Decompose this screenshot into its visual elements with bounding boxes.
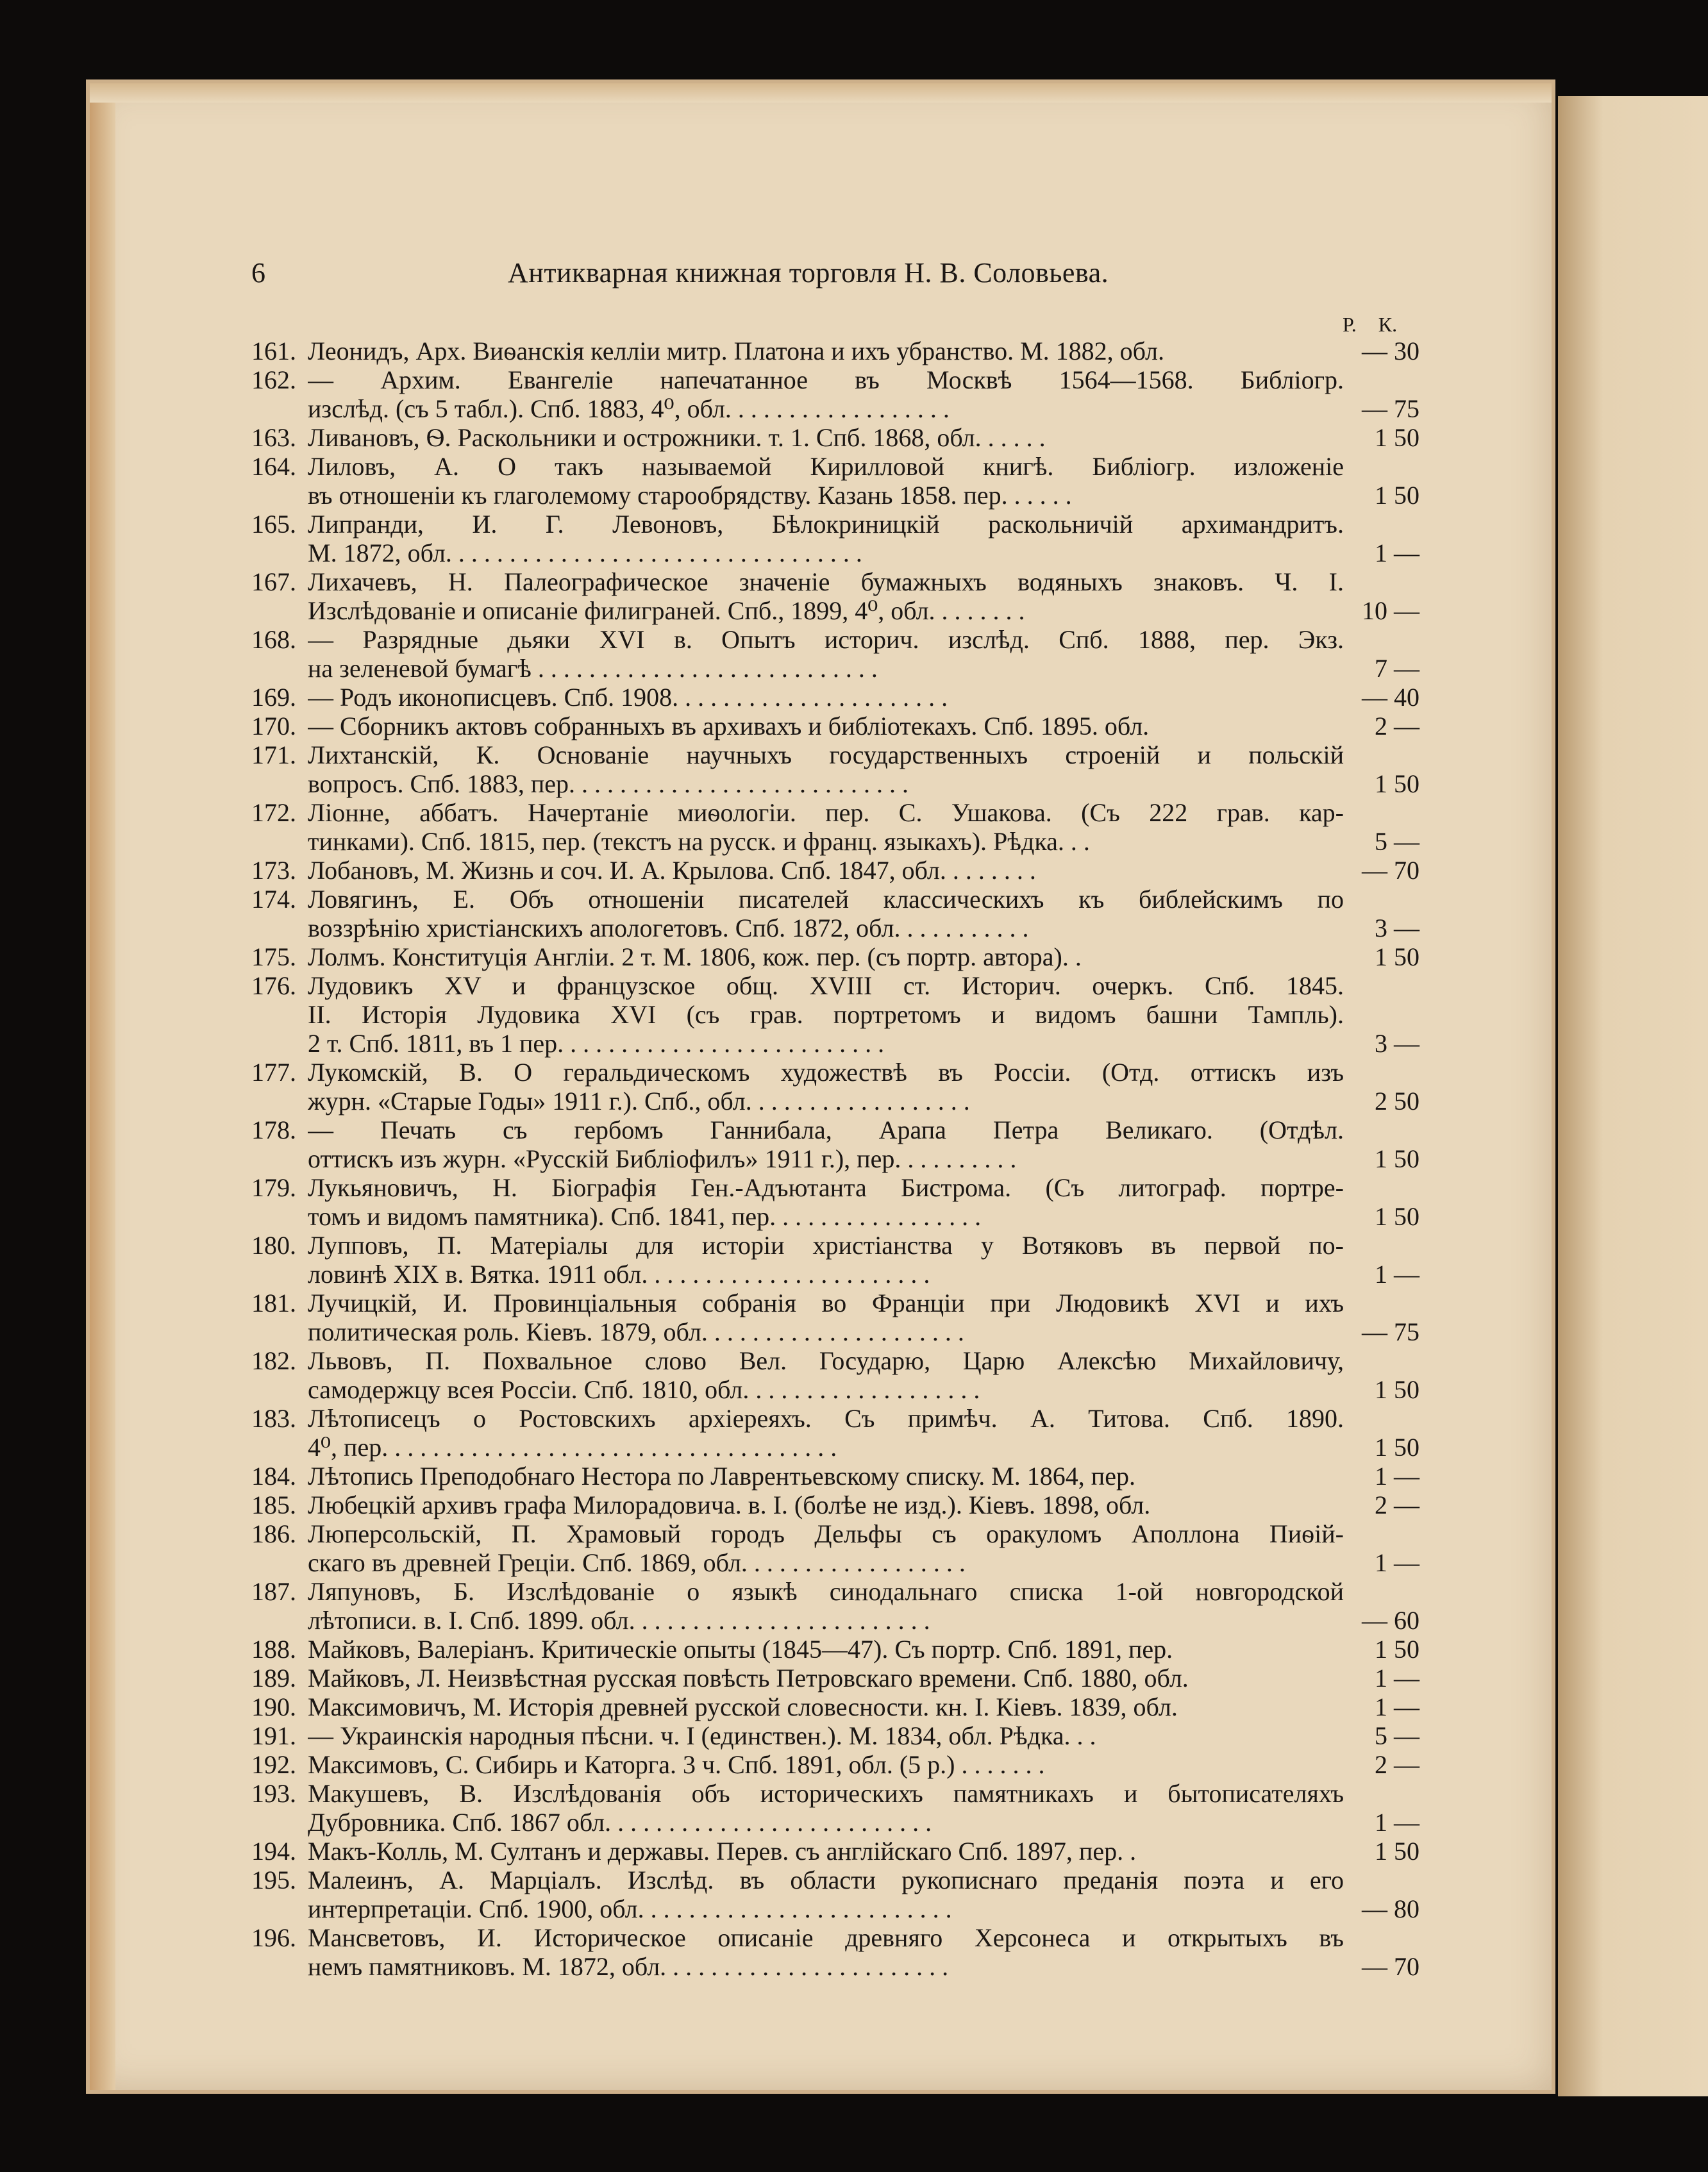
entry-line: 4⁰, пер. . . . . . . . . . . . . . . . . . . . . . . . . . . . . . . . . . . .: [308, 1433, 837, 1462]
entry-line: — Печать съ гербомъ Ганнибала, Арапа Петра Великаго. (Отдѣл.: [308, 1115, 1344, 1144]
entry-price: 3 —: [1375, 1029, 1419, 1058]
entry-number: 167.: [251, 567, 296, 596]
entry-line: Майковъ, Валеріанъ. Критическіе опыты (1845—47). Съ портр. Спб. 1891, пер.: [308, 1635, 1173, 1664]
entry-description: [308, 683, 1344, 712]
entry-line: лѣтописи. в. I. Спб. 1899. обл. . . . . . . . . . . . . . . . . . . . . . . .: [308, 1606, 930, 1635]
entry-number: 194.: [251, 1837, 296, 1866]
entry-price: 1 —: [1375, 539, 1419, 567]
entry-price: 1 —: [1375, 1664, 1419, 1692]
entry-line: Лукомскій, В. О геральдическомъ художествѣ въ Россіи. (Отд. оттискъ изъ: [308, 1058, 1344, 1087]
entry-line: журн. «Старые Годы» 1911 г.). Спб., обл. . . . . . . . . . . . . . . . . .: [308, 1087, 970, 1115]
entry-line: Лихачевъ, Н. Палеографическое значеніе бумажныхъ водяныхъ знаковъ. Ч. I.: [308, 567, 1344, 596]
entry-description: [308, 1058, 1344, 1115]
entry-line: вопросъ. Спб. 1883, пер. . . . . . . . . . . . . . . . . . . . . . . . . . .: [308, 769, 909, 798]
entry-line: немъ памятниковъ. М. 1872, обл. . . . . . . . . . . . . . . . . . . . . . .: [308, 1952, 949, 1981]
entry-price: 1 50: [1375, 1202, 1419, 1231]
entry-line: Мансветовъ, И. Историческое описаніе древняго Херсонеса и открытыхъ въ: [308, 1923, 1344, 1952]
entry-price: — 75: [1362, 394, 1419, 423]
entry-number: 179.: [251, 1173, 296, 1202]
entry-description: [308, 1664, 1344, 1692]
entry-line: — Архим. Евангеліе напечатанное въ Москвѣ 1564—1568. Библіогр.: [308, 365, 1344, 394]
entry-line: — Родъ иконописцевъ. Спб. 1908. . . . . . . . . . . . . . . . . . . . . .: [308, 683, 948, 712]
entry-line: Майковъ, Л. Неизвѣстная русская повѣсть Петровскаго времени. Спб. 1880, обл.: [308, 1664, 1189, 1692]
entry-number: 178.: [251, 1115, 296, 1144]
entry-number: 189.: [251, 1664, 296, 1692]
entry-number: 180.: [251, 1231, 296, 1260]
entry-price: — 70: [1362, 856, 1419, 885]
entry-line: скаго въ древней Греціи. Спб. 1869, обл. . . . . . . . . . . . . . . . . .: [308, 1548, 966, 1577]
catalog-entry: [251, 1231, 1418, 1289]
entry-price: 5 —: [1375, 827, 1419, 856]
entry-number: 190.: [251, 1692, 296, 1721]
catalog-entry: [251, 510, 1418, 567]
entry-price: — 75: [1362, 1317, 1419, 1346]
entry-description: [308, 1635, 1344, 1664]
entry-number: 184.: [251, 1462, 296, 1491]
entry-line: — Сборникъ актовъ собранныхъ въ архивахъ и библіотекахъ. Спб. 1895. обл.: [308, 712, 1150, 740]
entry-number: 182.: [251, 1346, 296, 1375]
catalog-entry: [251, 567, 1418, 625]
entry-price: 2 —: [1375, 1491, 1419, 1519]
entry-description: [308, 1289, 1344, 1346]
catalog-entry: [251, 1721, 1418, 1750]
catalog-entry: [251, 1173, 1418, 1231]
entry-description: [308, 1462, 1344, 1491]
catalog-entry: [251, 885, 1418, 942]
entry-description: [308, 971, 1344, 1058]
entry-line: Ловягинъ, Е. Объ отношеніи писателей классическихъ къ библейскимъ по: [308, 885, 1344, 914]
entry-description: [308, 856, 1344, 885]
entry-number: 191.: [251, 1721, 296, 1750]
entry-line: — Разрядные дьяки XVI в. Опытъ историч. изслѣд. Спб. 1888, пер. Экз.: [308, 625, 1344, 654]
entry-line: Максимовичъ, М. Исторія древней русской словесности. кн. I. Кіевъ. 1839, обл.: [308, 1692, 1178, 1721]
entry-number: 175.: [251, 942, 296, 971]
entry-description: [308, 1692, 1344, 1721]
currency-rubles: Р.: [1343, 313, 1357, 336]
entry-line: Макъ-Колль, М. Султанъ и державы. Перев. съ англійскаго Спб. 1897, пер. .: [308, 1837, 1137, 1866]
entry-number: 183.: [251, 1404, 296, 1433]
entry-line: Липранди, И. Г. Левоновъ, Бѣлокриницкій раскольничій архимандритъ.: [308, 510, 1344, 539]
entry-description: [308, 1519, 1344, 1577]
catalog-entry: [251, 1462, 1418, 1491]
entry-line: тинками). Спб. 1815, пер. (текстъ на русск. и франц. языкахъ). Рѣдка. . .: [308, 827, 1090, 856]
entry-line: Максимовъ, С. Сибирь и Каторга. 3 ч. Спб. 1891, обл. (5 р.) . . . . . . .: [308, 1750, 1045, 1779]
entry-description: [308, 1346, 1344, 1404]
entry-number: 193.: [251, 1779, 296, 1808]
entry-number: 174.: [251, 885, 296, 914]
catalog-entry: [251, 971, 1418, 1058]
entry-price: 2 —: [1375, 712, 1419, 740]
catalog-entry: [251, 1923, 1418, 1981]
entry-number: 196.: [251, 1923, 296, 1952]
entry-line: Любецкій архивъ графа Милорадовича. в. I. (болѣе не изд.). Кіевъ. 1898, обл.: [308, 1491, 1151, 1519]
entry-number: 177.: [251, 1058, 296, 1087]
page-edge: [90, 83, 115, 2090]
catalog-entry: [251, 625, 1418, 683]
entry-line: Лудовикъ XV и французское общ. XVIII ст. Историч. очеркъ. Спб. 1845.: [308, 971, 1344, 1000]
entry-line: на зеленевой бумагѣ . . . . . . . . . . . . . . . . . . . . . . . . . . .: [308, 654, 878, 683]
page-number: 6: [251, 257, 265, 288]
entry-description: [308, 1404, 1344, 1462]
entry-description: [308, 337, 1344, 365]
entry-line: воззрѣнію христіанскихъ апологетовъ. Спб. 1872, обл. . . . . . . . . . .: [308, 914, 1029, 942]
catalog-entry: [251, 740, 1418, 798]
entry-line: Лиловъ, А. О такъ называемой Кирилловой книгѣ. Библіогр. изложеніе: [308, 452, 1344, 481]
entry-line: въ отношеніи къ глаголемому старообрядству. Казань 1858. пер. . . . . .: [308, 481, 1072, 510]
entry-price: 1 50: [1375, 423, 1419, 452]
entry-price: 3 —: [1375, 914, 1419, 942]
entry-price: 1 50: [1375, 1375, 1419, 1404]
entry-price: 2 50: [1375, 1087, 1419, 1115]
entry-number: 192.: [251, 1750, 296, 1779]
entry-line: Ливановъ, Ѳ. Раскольники и острожники. т. 1. Спб. 1868, обл. . . . . .: [308, 423, 1046, 452]
entry-price: 7 —: [1375, 654, 1419, 683]
entry-price: — 30: [1362, 337, 1419, 365]
entry-description: [308, 510, 1344, 567]
entry-line: Леонидъ, Арх. Виѳанскія келліи митр. Платона и ихъ убранство. М. 1882, обл.: [308, 337, 1164, 365]
entry-number: 169.: [251, 683, 296, 712]
entry-price: 1 —: [1375, 1260, 1419, 1289]
entry-description: [308, 1173, 1344, 1231]
catalog-entry: [251, 1837, 1418, 1866]
currency-kopecks: К.: [1378, 313, 1398, 336]
entry-price: 1 —: [1375, 1692, 1419, 1721]
entry-line: Лобановъ, М. Жизнь и соч. И. А. Крылова. Спб. 1847, обл. . . . . . . .: [308, 856, 1036, 885]
entry-price: 1 50: [1375, 942, 1419, 971]
catalog-entries: [251, 337, 1418, 1981]
entry-description: [308, 1866, 1344, 1923]
entry-number: 172.: [251, 798, 296, 827]
entry-description: [308, 942, 1344, 971]
entry-line: Лихтанскій, К. Основаніе научныхъ государственныхъ строеній и польскій: [308, 740, 1344, 769]
entry-description: [308, 452, 1344, 510]
entry-description: [308, 1750, 1344, 1779]
entry-price: 10 —: [1362, 596, 1419, 625]
entry-price: — 80: [1362, 1894, 1419, 1923]
entry-price: 2 —: [1375, 1750, 1419, 1779]
entry-price: 1 50: [1375, 481, 1419, 510]
entry-price: 1 50: [1375, 769, 1419, 798]
entry-line: Ліонне, аббатъ. Начертаніе миѳологіи. пер. С. Ушакова. (Съ 222 грав. кар-: [308, 798, 1344, 827]
entry-description: [308, 1779, 1344, 1837]
entry-description: [308, 423, 1344, 452]
entry-price: 1 50: [1375, 1635, 1419, 1664]
entry-price: 1 —: [1375, 1462, 1419, 1491]
entry-number: 165.: [251, 510, 296, 539]
facing-page: [1558, 96, 1708, 2096]
entry-price: 1 —: [1375, 1808, 1419, 1837]
entry-description: [308, 1577, 1344, 1635]
entry-description: [308, 885, 1344, 942]
entry-price: 1 50: [1375, 1433, 1419, 1462]
entry-number: 163.: [251, 423, 296, 452]
entry-line: Изслѣдованіе и описаніе филиграней. Спб., 1899, 4⁰, обл. . . . . . . .: [308, 596, 1025, 625]
entry-number: 164.: [251, 452, 296, 481]
entry-number: 168.: [251, 625, 296, 654]
entry-line: Малеинъ, А. Марціалъ. Изслѣд. въ области рукописнаго преданія поэта и его: [308, 1866, 1344, 1894]
entry-line: томъ и видомъ памятника). Спб. 1841, пер. . . . . . . . . . . . . . . . .: [308, 1202, 982, 1231]
catalog-entry: [251, 365, 1418, 423]
entry-line: — Украинскія народныя пѣсни. ч. I (единствен.). М. 1834, обл. Рѣдка. . .: [308, 1721, 1096, 1750]
entry-line: II. Исторія Лудовика XVI (съ грав. портретомъ и видомъ башни Тампль).: [308, 1000, 1344, 1029]
entry-line: Лупповъ, П. Матеріалы для исторіи христіанства у Вотяковъ въ первой по-: [308, 1231, 1344, 1260]
entry-number: 173.: [251, 856, 296, 885]
page-header: [251, 256, 1341, 295]
entry-description: [308, 1115, 1344, 1173]
entry-line: Лѣтопись Преподобнаго Нестора по Лаврентьевскому списку. М. 1864, пер.: [308, 1462, 1135, 1491]
entry-line: самодержцу всея Россіи. Спб. 1810, обл. . . . . . . . . . . . . . . . . . .: [308, 1375, 980, 1404]
entry-price: — 60: [1362, 1606, 1419, 1635]
entry-price: — 40: [1362, 683, 1419, 712]
entry-line: интерпретаціи. Спб. 1900, обл. . . . . . . . . . . . . . . . . . . . . . . . .: [308, 1894, 952, 1923]
catalog-entry: [251, 1404, 1418, 1462]
entry-description: [308, 567, 1344, 625]
entry-description: [308, 365, 1344, 423]
entry-description: [308, 712, 1344, 740]
entry-description: [308, 1923, 1344, 1981]
catalog-entry: [251, 1058, 1418, 1115]
entry-price: 1 50: [1375, 1837, 1419, 1866]
catalog-entry: [251, 1692, 1418, 1721]
entry-line: Лучицкій, И. Провинціальныя собранія во Франціи при Людовикѣ XVI и ихъ: [308, 1289, 1344, 1317]
entry-line: Ляпуновъ, Б. Изслѣдованіе о языкѣ синодальнаго списка 1-ой новгородской: [308, 1577, 1344, 1606]
catalog-entry: [251, 337, 1418, 365]
entry-description: [308, 798, 1344, 856]
catalog-entry: [251, 712, 1418, 740]
entry-line: Дубровника. Спб. 1867 обл. . . . . . . . . . . . . . . . . . . . . . . . . .: [308, 1808, 932, 1837]
entry-line: Лолмъ. Конституція Англіи. 2 т. М. 1806, кож. пер. (съ портр. автора). .: [308, 942, 1082, 971]
entry-number: 185.: [251, 1491, 296, 1519]
entry-line: изслѣд. (съ 5 табл.). Спб. 1883, 4⁰, обл. . . . . . . . . . . . . . . . . .: [308, 394, 950, 423]
catalog-entry: [251, 1289, 1418, 1346]
entry-number: 170.: [251, 712, 296, 740]
entry-number: 161.: [251, 337, 296, 365]
catalog-entry: [251, 1866, 1418, 1923]
catalog-entry: [251, 1519, 1418, 1577]
entry-line: Лукьяновичъ, Н. Біографія Ген.-Адъютанта Бистрома. (Съ литограф. портре-: [308, 1173, 1344, 1202]
entry-line: ловинѣ XIX в. Вятка. 1911 обл. . . . . . . . . . . . . . . . . . . . . . .: [308, 1260, 930, 1289]
page-edge-top: [90, 83, 1552, 103]
entry-number: 187.: [251, 1577, 296, 1606]
catalog-entry: [251, 1346, 1418, 1404]
entry-description: [308, 1231, 1344, 1289]
entry-price: — 70: [1362, 1952, 1419, 1981]
entry-line: М. 1872, обл. . . . . . . . . . . . . . . . . . . . . . . . . . . . . . . . .: [308, 539, 862, 567]
entry-number: 181.: [251, 1289, 296, 1317]
entry-number: 195.: [251, 1866, 296, 1894]
catalog-entry: [251, 1635, 1418, 1664]
entry-price: 5 —: [1375, 1721, 1419, 1750]
catalog-entry: [251, 856, 1418, 885]
catalog-entry: [251, 1664, 1418, 1692]
catalog-entry: [251, 1491, 1418, 1519]
catalog-entry: [251, 1779, 1418, 1837]
entry-number: 176.: [251, 971, 296, 1000]
entry-line: политическая роль. Кіевъ. 1879, обл. . . . . . . . . . . . . . . . . . . . .: [308, 1317, 964, 1346]
catalog-entry: [251, 1115, 1418, 1173]
catalog-entry: [251, 1750, 1418, 1779]
catalog-entry: [251, 683, 1418, 712]
catalog-entry: [251, 452, 1418, 510]
entry-line: оттискъ изъ журн. «Русскій Библіофилъ» 1911 г.), пер. . . . . . . . . .: [308, 1144, 1017, 1173]
entry-price: 1 —: [1375, 1548, 1419, 1577]
entry-line: Лѣтописецъ о Ростовскихъ архіереяхъ. Съ примѣч. А. Титова. Спб. 1890.: [308, 1404, 1344, 1433]
entry-description: [308, 1721, 1344, 1750]
entry-price: 1 50: [1375, 1144, 1419, 1173]
entry-number: 186.: [251, 1519, 296, 1548]
catalog-entry: [251, 942, 1418, 971]
catalog-entry: [251, 798, 1418, 856]
running-title: Антикварная книжная торговля Н. В. Соловьева.: [508, 257, 1109, 288]
catalog-entry: [251, 423, 1418, 452]
entry-description: [308, 625, 1344, 683]
catalog-entry: [251, 1577, 1418, 1635]
entry-description: [308, 740, 1344, 798]
entry-line: 2 т. Спб. 1811, въ 1 пер. . . . . . . . . . . . . . . . . . . . . . . . . .: [308, 1029, 885, 1058]
currency-header: [1343, 313, 1414, 337]
entry-line: Люперсольскій, П. Храмовый городъ Дельфы съ оракуломъ Аполлона Пиѳій-: [308, 1519, 1344, 1548]
entry-number: 171.: [251, 740, 296, 769]
entry-number: 188.: [251, 1635, 296, 1664]
entry-line: Львовъ, П. Похвальное слово Вел. Государю, Царю Алексѣю Михайловичу,: [308, 1346, 1344, 1375]
entry-number: 162.: [251, 365, 296, 394]
entry-description: [308, 1837, 1344, 1866]
entry-line: Макушевъ, В. Изслѣдованія объ историческихъ памятникахъ и бытописателяхъ: [308, 1779, 1344, 1808]
entry-description: [308, 1491, 1344, 1519]
